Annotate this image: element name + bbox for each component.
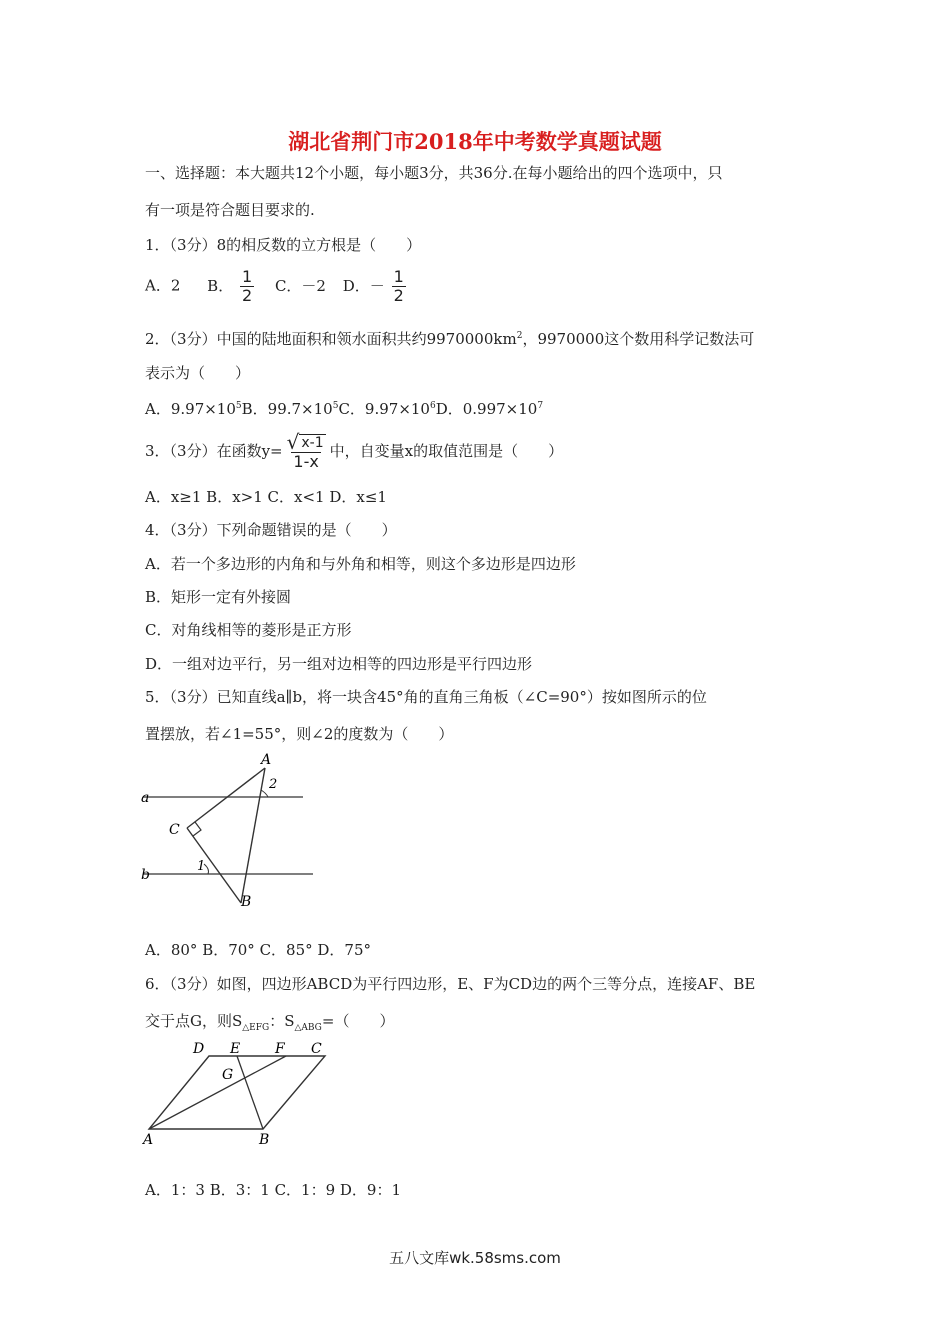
fraction-denominator: 1-x (293, 452, 319, 471)
q2-option-c-exp: 6 (429, 401, 436, 411)
section-heading-line-1: 一、选择题：本大题共12个小题，每小题3分，共36分.在每小题给出的四个选项中，只 (145, 164, 723, 182)
q3-stem (145, 430, 564, 471)
label-angle-2: 2 (269, 777, 278, 792)
label-point-a: A (261, 752, 272, 768)
q2-option-c: C．9.97×10 (338, 400, 430, 418)
section-heading-line-2: 有一项是符合题目要求的. (145, 201, 315, 219)
q6-stem-line-2 (145, 1011, 394, 1038)
q6-stem-text: 交于点G，则S (145, 1012, 243, 1030)
q4-option-d: D．一组对边平行，另一组对边相等的四边形是平行四边形 (145, 655, 533, 673)
q2-option-b-exp: 5 (332, 401, 339, 411)
q2-options (145, 396, 543, 419)
footer-watermark: 五八文库wk.58sms.com (389, 1249, 561, 1267)
q1-option-c: C．－2 (274, 276, 326, 295)
segment-af (149, 1056, 286, 1129)
angle-2-arc (261, 790, 268, 797)
q6-options: A．1：3 B．3：1 C．1：9 D．9：1 (145, 1181, 402, 1199)
sqrt-radicand: x-1 (301, 435, 324, 451)
fraction-denominator: 2 (393, 286, 404, 305)
q5-options: A．80° B．70° C．85° D．75° (145, 941, 372, 959)
q1-option-b-label: B． (207, 276, 234, 295)
segment-be (237, 1056, 263, 1129)
fraction-numerator (285, 430, 328, 454)
label-point-c: C (169, 822, 180, 838)
q2-stem-line-1 (145, 326, 754, 349)
q6-stem-text-end: =（ ） (321, 1012, 395, 1030)
q4-option-b: B．矩形一定有外接圆 (145, 588, 292, 606)
sqrt-icon: √ (286, 430, 300, 454)
label-line-a: a (141, 790, 150, 806)
q3-function-fraction (285, 430, 328, 471)
q2-stem-superscript: 2 (516, 331, 523, 341)
q2-option-b: B．99.7×10 (241, 400, 333, 418)
parallelogram-abcd (149, 1056, 325, 1129)
q1-option-d-fraction (392, 268, 406, 305)
label-angle-1: 1 (197, 859, 206, 874)
q4-option-a: A．若一个多边形的内角和与外角和相等，则这个多边形是四边形 (145, 555, 576, 573)
q2-option-d-exp: 7 (537, 401, 544, 411)
triangle-side-cb (187, 828, 241, 903)
label-point-e: E (230, 1041, 241, 1057)
q1-option-b-fraction (240, 268, 254, 305)
triangle-side-ac (187, 768, 265, 828)
q1-option-a: A．2 (145, 276, 181, 295)
q5-stem-line-1: 5．（3分）已知直线a∥b，将一块含45°角的直角三角板（∠C=90°）按如图所示的位 (145, 688, 707, 706)
q6-stem-line-1: 6．（3分）如图，四边形ABCD为平行四边形，E、F为CD边的两个三等分点，连接AF、BE (145, 975, 756, 993)
right-angle-mark (193, 822, 201, 836)
q6-subscript-abg: △ABG (294, 1023, 322, 1033)
q1-options (145, 268, 408, 305)
fraction-numerator: 1 (393, 267, 404, 286)
label-point-f: F (275, 1041, 285, 1057)
q2-stem-text-cont: ，9970000这个数用科学记数法可 (522, 330, 755, 348)
label-point-g: G (222, 1067, 234, 1083)
label-point-b: B (241, 894, 252, 910)
page-title: 湖北省荆门市2018年中考数学真题试题 (288, 129, 662, 154)
q5-figure (135, 748, 335, 918)
triangle-side-ab (241, 768, 265, 903)
q3-options: A．x≥1 B．x>1 C．x<1 D．x≤1 (145, 488, 387, 506)
label-point-d: D (193, 1041, 205, 1057)
q4-stem: 4．（3分）下列命题错误的是（ ） (145, 521, 397, 539)
q2-option-a-exp: 5 (235, 401, 242, 411)
label-point-c: C (311, 1041, 322, 1057)
fraction-numerator: 1 (241, 267, 253, 286)
label-point-a: A (143, 1132, 154, 1148)
q1-stem: 1．（3分）8的相反数的立方根是（ ） (145, 236, 422, 254)
fraction-denominator: 2 (241, 286, 253, 305)
q3-stem-post: 中，自变量x的取值范围是（ ） (329, 442, 564, 460)
q5-stem-line-2: 置摆放，若∠1=55°，则∠2的度数为（ ） (145, 725, 454, 743)
q3-stem-pre: 3．（3分）在函数y= (145, 442, 283, 460)
q2-option-d: D．0.997×10 (435, 400, 538, 418)
q1-option-d-label: D．－ (342, 276, 385, 295)
q2-option-a: A．9.97×10 (145, 400, 236, 418)
q6-figure (135, 1036, 345, 1151)
label-line-b: b (141, 867, 150, 883)
q4-option-c: C．对角线相等的菱形是正方形 (145, 621, 352, 639)
q2-stem-line-2: 表示为（ ） (145, 364, 251, 382)
q6-stem-text-cont: ：S (269, 1012, 295, 1030)
q2-stem-text: 2．（3分）中国的陆地面积和领水面积共约9970000km (145, 330, 517, 348)
label-point-b: B (259, 1132, 270, 1148)
q6-subscript-efg: △EFG (242, 1023, 270, 1033)
